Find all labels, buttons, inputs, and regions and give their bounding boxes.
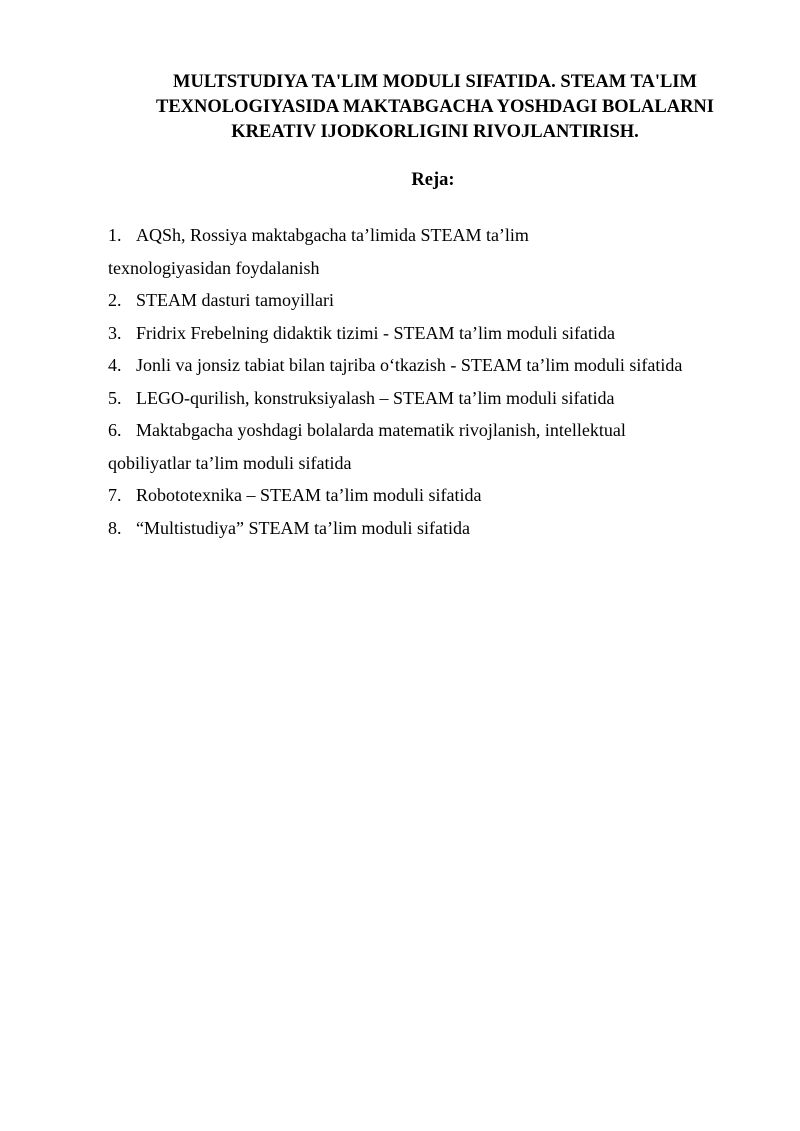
plan-item-8 bbox=[108, 512, 748, 545]
plan-item-text: “Multistudiya” STEAM ta’lim moduli sifatida bbox=[136, 517, 470, 538]
plan-item-number: 3. bbox=[108, 322, 122, 343]
document-title bbox=[140, 70, 730, 145]
plan-list bbox=[108, 219, 748, 544]
plan-item-text: LEGO-qurilish, konstruksiyalash – STEAM ta’lim moduli sifatida bbox=[136, 387, 615, 408]
title-line-1: MULTSTUDIYA TA'LIM MODULI SIFATIDA. STEAM TA'LIM bbox=[173, 72, 697, 92]
title-line-2: TEXNOLOGIYASIDA MAKTABGACHA YOSHDAGI BOLALARNI bbox=[155, 97, 714, 117]
plan-item-7 bbox=[108, 479, 748, 512]
plan-item-text: AQSh, Rossiya maktabgacha ta’limida STEAM ta’lim bbox=[136, 225, 529, 245]
plan-item-text: Jonli va jonsiz tabiat bilan tajriba o‘tkazish - STEAM ta’lim moduli sifatida bbox=[136, 355, 683, 375]
plan-item-6-continuation: qobiliyatlar ta’lim moduli sifatida bbox=[108, 452, 352, 473]
plan-item-number: 6. bbox=[108, 420, 122, 440]
plan-item-2 bbox=[108, 284, 748, 317]
plan-item-text: STEAM dasturi tamoyillari bbox=[136, 290, 334, 310]
plan-item-text: Maktabgacha yoshdagi bolalarda matematik rivojlanish, intellektual bbox=[136, 420, 626, 440]
plan-item-number: 7. bbox=[108, 485, 122, 505]
plan-item-number: 8. bbox=[108, 517, 122, 538]
plan-item-5 bbox=[108, 382, 748, 415]
plan-item-number: 2. bbox=[108, 290, 122, 310]
plan-item-number: 1. bbox=[108, 225, 122, 245]
title-line-3: KREATIV IJODKORLIGINI RIVOJLANTIRISH. bbox=[231, 122, 639, 142]
plan-item-3 bbox=[108, 317, 748, 350]
plan-item-1 bbox=[108, 219, 748, 252]
plan-item-4 bbox=[108, 349, 748, 382]
plan-item-number: 4. bbox=[108, 355, 122, 375]
plan-heading: Reja: bbox=[411, 170, 455, 190]
plan-item-6 bbox=[108, 414, 748, 447]
plan-item-text: Robototexnika – STEAM ta’lim moduli sifatida bbox=[136, 485, 482, 505]
plan-item-text: Fridrix Frebelning didaktik tizimi - STEAM ta’lim moduli sifatida bbox=[136, 322, 615, 343]
plan-item-1-continuation: texnologiyasidan foydalanish bbox=[108, 257, 320, 278]
plan-item-number: 5. bbox=[108, 387, 122, 408]
